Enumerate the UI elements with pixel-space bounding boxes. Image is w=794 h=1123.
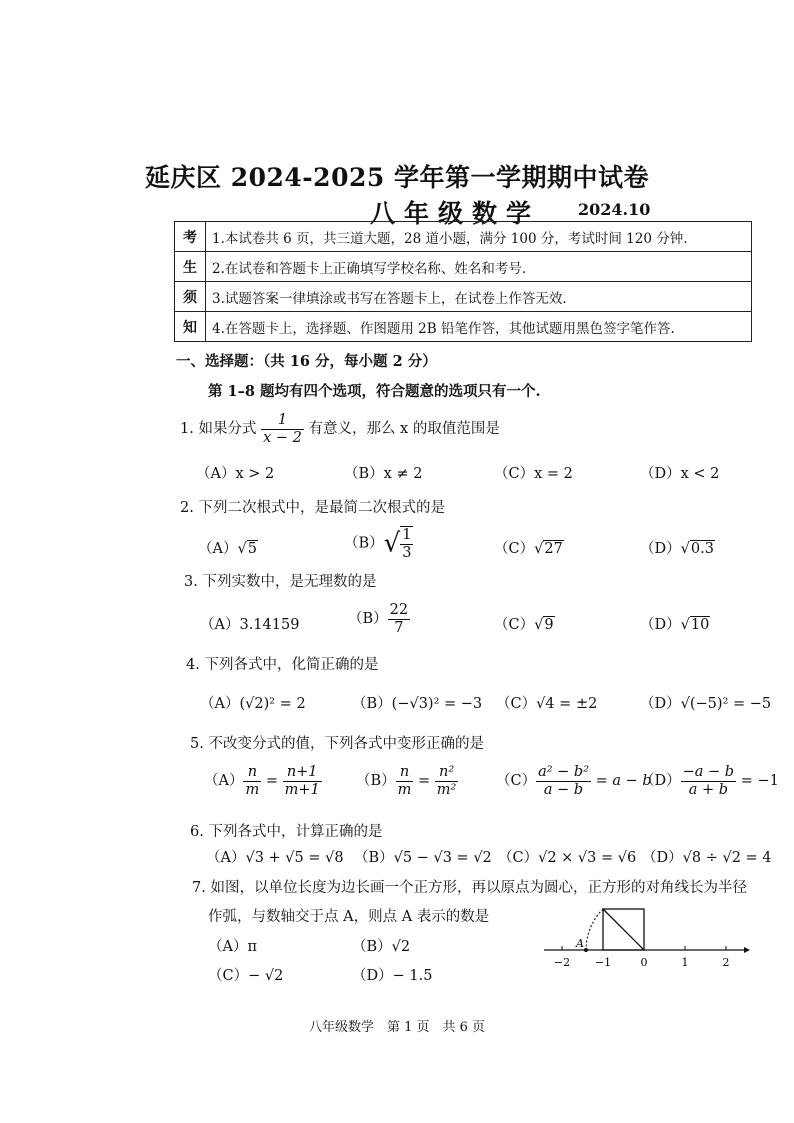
q4-c-expr: √4 = ±2 bbox=[536, 696, 598, 712]
question-3-stem: 3. 下列实数中，是无理数的是 bbox=[184, 574, 377, 590]
question-1-stem bbox=[180, 412, 500, 446]
q5-c-frac bbox=[536, 764, 591, 798]
q5-option-d bbox=[640, 764, 779, 798]
q3-b-fraction bbox=[388, 602, 410, 636]
notice-label: 考 bbox=[175, 222, 206, 252]
q2-a-label: （A） bbox=[198, 541, 238, 557]
notice-label: 生 bbox=[175, 252, 206, 282]
tick-label: −1 bbox=[594, 956, 612, 969]
q4-option-a bbox=[200, 692, 306, 713]
q2-option-d: （D）√0.3 bbox=[640, 541, 714, 557]
q6-option-a: （A）√3 + √5 = √8 bbox=[206, 850, 344, 866]
q4-d-expr: √(−5)² = −5 bbox=[680, 696, 772, 712]
section-heading: 一、选择题：（共 16 分，每小题 2 分） bbox=[176, 353, 437, 370]
exam-title: 延庆区 2024-2025 学年第一学期期中试卷 bbox=[145, 163, 649, 192]
q5-a-frac-right bbox=[283, 764, 322, 798]
q4-option-b bbox=[352, 692, 482, 713]
point-a-label: A bbox=[576, 937, 584, 950]
page-footer: 八年级数学 第 1 页 共 6 页 bbox=[308, 1020, 486, 1035]
q2-b-label: （B） bbox=[344, 535, 384, 552]
q5-c-n: a² − b² bbox=[538, 764, 590, 780]
notice-item: 4.在答题卡上，选择题、作图题用 2B 铅笔作答，其他试题用黑色签字笔作答. bbox=[206, 312, 752, 342]
q5-c-d: a − b bbox=[543, 781, 584, 798]
point-a-dot bbox=[584, 948, 588, 952]
q2-b-fraction bbox=[400, 526, 413, 561]
q5-d-n: −a − b bbox=[682, 764, 735, 780]
q1-option-a: （A）x > 2 bbox=[196, 466, 275, 482]
notice-item: 3.试题答案一律填涂或书写在答题卡上，在试卷上作答无效. bbox=[206, 282, 752, 312]
q1-option-c: （C）x = 2 bbox=[494, 466, 573, 482]
q5-c-label: （C） bbox=[496, 773, 537, 790]
number-line-figure bbox=[540, 900, 750, 972]
q4-a-expr: (√2)² = 2 bbox=[239, 696, 306, 712]
tick-label: 1 bbox=[681, 956, 689, 969]
q5-b-label: （B） bbox=[356, 773, 396, 790]
q6-option-b: （B）√5 − √3 = √2 bbox=[354, 850, 492, 866]
question-6-stem: 6. 下列各式中，计算正确的是 bbox=[190, 824, 383, 840]
q5-a-d1: m bbox=[245, 781, 260, 798]
q1-option-b: （B）x ≠ 2 bbox=[344, 466, 423, 482]
q2-option-b: （B）√ $\frac{1}{3}$ bbox=[344, 527, 412, 561]
q4-c-label: （C） bbox=[496, 696, 537, 712]
notice-box bbox=[174, 221, 752, 342]
notice-item: 2.在试卷和答题卡上正确填写学校名称、姓名和考号. bbox=[206, 252, 752, 282]
q7-option-b: （B）√2 bbox=[352, 939, 411, 955]
q4-option-d bbox=[640, 692, 771, 713]
q2-d-label: （D） bbox=[640, 541, 681, 557]
q7-option-a: （A）π bbox=[208, 939, 258, 955]
q2-a-radicand: 5 bbox=[247, 541, 257, 557]
q4-a-label: （A） bbox=[200, 696, 240, 712]
q7-option-d: （D）− 1.5 bbox=[352, 968, 433, 984]
tick-label: 0 bbox=[640, 956, 648, 969]
q5-b-d2: m² bbox=[436, 781, 457, 798]
q5-c-rhs: = a − b bbox=[595, 773, 652, 790]
q3-d-label: （D） bbox=[640, 617, 681, 633]
q3-option-d: （D）√10 bbox=[640, 617, 710, 633]
q7-option-c: （C）− √2 bbox=[208, 968, 284, 984]
notice-label: 知 bbox=[175, 312, 206, 342]
q5-option-c bbox=[496, 764, 652, 798]
q5-b-n2: n² bbox=[435, 764, 459, 782]
q5-d-rhs: = −1 bbox=[740, 773, 779, 790]
q5-b-d1: m bbox=[397, 781, 412, 798]
number-line-arrow bbox=[744, 947, 750, 953]
q2-option-c: （C）√27 bbox=[494, 541, 563, 557]
square-diagonal bbox=[603, 909, 644, 950]
q1-num: 1 bbox=[261, 412, 304, 430]
q5-a-d2: m+1 bbox=[284, 781, 320, 798]
q3-b-den: 7 bbox=[394, 619, 404, 636]
question-4-stem: 4. 下列各式中，化简正确的是 bbox=[186, 657, 379, 673]
q3-option-a: （A）3.14159 bbox=[200, 617, 300, 633]
q3-b-label: （B） bbox=[348, 611, 388, 628]
q2-c-radicand: 27 bbox=[544, 541, 563, 557]
question-7-stem-line2: 作弧，与数轴交于点 A，则点 A 表示的数是 bbox=[208, 909, 490, 925]
q5-a-label: （A） bbox=[204, 773, 244, 790]
q5-a-n1: n bbox=[243, 764, 261, 782]
q1-fraction bbox=[261, 412, 304, 446]
q3-option-c: （C）√9 bbox=[494, 617, 554, 633]
tick-label: −2 bbox=[553, 956, 571, 969]
q5-a-n2: n+1 bbox=[283, 764, 322, 782]
q5-option-b: （B） $\frac{n}{m}$ = $\frac{\text{n²}}{\text{m²}}$ bbox=[356, 764, 457, 798]
q3-c-label: （C） bbox=[494, 617, 535, 633]
section-subheading: 第 1–8 题均有四个选项，符合题意的选项只有一个. bbox=[208, 383, 541, 400]
exam-subtitle: 八年级数学 bbox=[370, 199, 541, 228]
q3-d-radicand: 10 bbox=[690, 617, 710, 633]
q5-b-frac-left bbox=[396, 764, 414, 798]
q4-b-expr: (−√3)² = −3 bbox=[391, 696, 483, 712]
q4-option-c bbox=[496, 692, 597, 713]
q3-c-radicand: 9 bbox=[544, 617, 554, 633]
q2-d-radicand: 0.3 bbox=[690, 541, 714, 557]
question-2-stem: 2. 下列二次根式中，是最简二次根式的是 bbox=[180, 500, 445, 516]
q5-d-frac bbox=[681, 764, 736, 798]
q2-c-label: （C） bbox=[494, 541, 535, 557]
q1-den: x − 2 bbox=[263, 429, 302, 446]
q5-a-frac-left bbox=[243, 764, 261, 798]
compass-arc bbox=[586, 909, 603, 950]
q4-d-label: （D） bbox=[640, 696, 681, 712]
q6-option-d: （D）√8 ÷ √2 = 4 bbox=[642, 850, 772, 866]
q5-b-n1: n bbox=[396, 764, 414, 782]
q5-d-d: a + b bbox=[688, 781, 729, 798]
q5-d-label: （D） bbox=[640, 773, 681, 790]
q1-option-d: （D）x < 2 bbox=[640, 466, 720, 482]
notice-label: 须 bbox=[175, 282, 206, 312]
q4-b-label: （B） bbox=[352, 696, 392, 712]
q1-text-post: 有意义，那么 x 的取值范围是 bbox=[308, 421, 500, 438]
exam-date: 2024.10 bbox=[578, 200, 651, 219]
question-5-stem: 5. 不改变分式的值，下列各式中变形正确的是 bbox=[190, 736, 484, 752]
notice-item: 1.本试卷共 6 页，共三道大题，28 道小题，满分 100 分，考试时间 120 分钟. bbox=[206, 222, 752, 252]
q2-b-den: 3 bbox=[402, 544, 412, 561]
q2-b-num: 1 bbox=[402, 527, 412, 543]
q3-option-b bbox=[348, 602, 410, 636]
tick-label: 2 bbox=[722, 956, 730, 969]
q2-option-a: （A）√5 bbox=[198, 541, 257, 557]
q5-b-frac-right bbox=[435, 764, 459, 798]
q3-b-num: 22 bbox=[389, 602, 409, 618]
q5-option-a: （A） $\frac{n}{m}$ = $\frac{n+1}{m+1}$ bbox=[204, 764, 320, 798]
question-7-stem-line1: 7. 如图，以单位长度为边长画一个正方形，再以原点为圆心，正方形的对角线长为半径 bbox=[192, 880, 747, 896]
q6-option-c: （C）√2 × √3 = √6 bbox=[498, 850, 637, 866]
q1-text: 1. 如果分式 bbox=[180, 421, 257, 438]
